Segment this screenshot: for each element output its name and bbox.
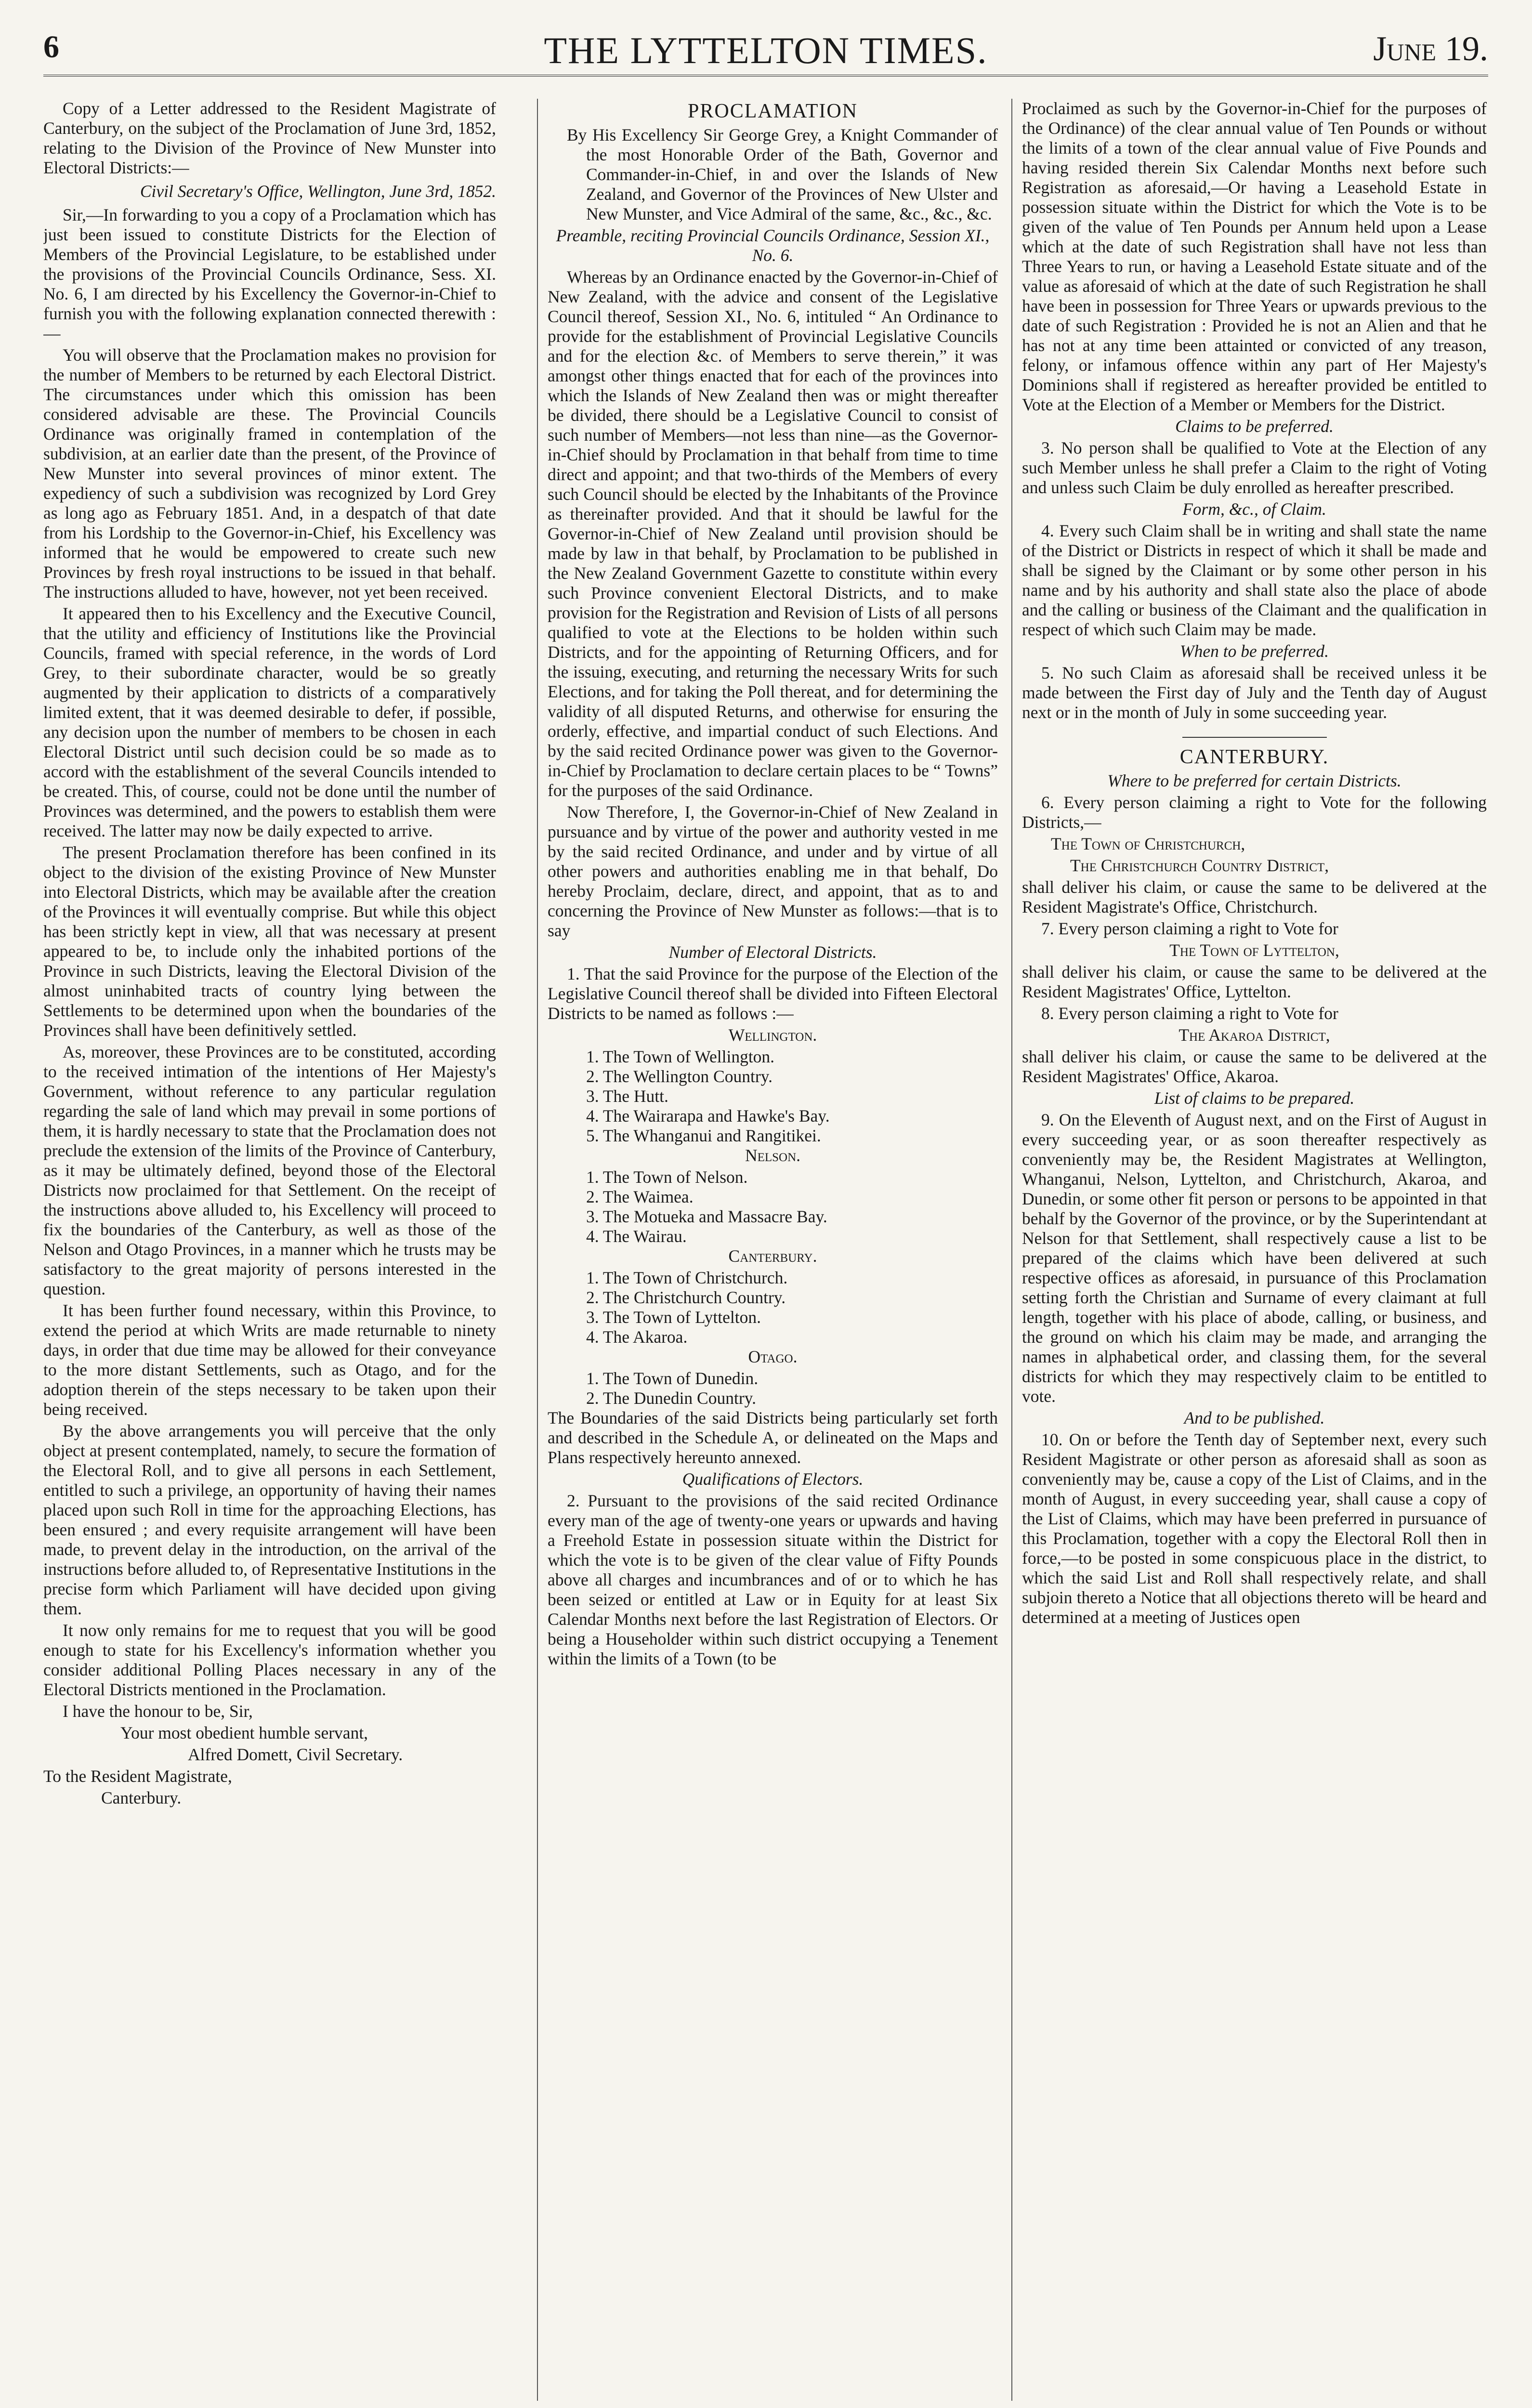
district-item: 3. The Town of Lyttelton. [586, 1308, 761, 1327]
addressee: To the Resident Magistrate, [43, 1767, 232, 1786]
section-heading: Claims to be preferred. [1175, 417, 1334, 436]
paragraph: As, moreover, these Provinces are to be constituted, according to the received intimation of the intentions of Her Majesty's Government, without reference to any particular regulation regarding the sale of land which may prevail in some portions of them, it is hardly necessary to state that the Proclamation does not preclude the extension of the limits of the Province of Canterbury, as it may be ultimately defined, beyond those of the Electoral Districts now proclaimed for that Settlement. On the receipt of the instructions above alluded to, his Excellency will proceed to fix the boundaries of the Canterbury, as well as those of the Nelson and Otago Provinces, in a manner which he trusts may be satisfactory to the great majority of persons interested in the question. [43, 1042, 496, 1298]
masthead-rule [43, 75, 1488, 79]
district-item: 4. The Wairau. [586, 1227, 687, 1246]
letter-dateline: Civil Secretary's Office, Wellington, June 3rd, 1852. [140, 182, 496, 201]
column-2 [537, 99, 998, 2401]
issue-date: June 19. [1373, 29, 1488, 68]
newspaper-title: THE LYTTELTON TIMES. [544, 29, 988, 71]
proclamation-heading: PROCLAMATION [687, 100, 858, 122]
section-heading: Where to be preferred for certain Districts. [1107, 771, 1401, 790]
paragraph: shall deliver his claim, or cause the same to be delivered at the Resident Magistrates' Office, Akaroa. [1022, 1047, 1487, 1086]
paragraph: 10. On or before the Tenth day of September next, every such Resident Magistrate or other person as aforesaid shall as soon as conveniently may be, cause a copy of the List of Claims, and in the month of August, in every succeeding year, shall cause a copy of the List of Claims, which may have been preferred in pursuance of this Proclamation, together with a copy the Electoral Roll then in force,—to be posted in some conspicuous place in the district, to which the said List and Roll shall respectively relate, and shall subjoin thereto a Notice that all objections thereto will be heard and determined at a meeting of Justices open [1022, 1430, 1487, 1627]
section-heading: Qualifications of Electors. [682, 1469, 864, 1489]
district-item: 1. The Town of Wellington. [586, 1047, 775, 1066]
paragraph: Now Therefore, I, the Governor-in-Chief of New Zealand in pursuance and by virtue of the power and authority vested in me by the said recited Ordinance, and under and by virtue of all other powers and authorities enabling me in that behalf, Do hereby Proclaim, declare, direct, and appoint, that as to and concerning the Province of New Munster as follows:—that is to say [548, 802, 998, 940]
proclamation-by: By His Excellency Sir George Grey, a Knight Commander of the most Honorable Order of the Bath, Governor and Commander-in-Chief, in and over the Islands of New Zealand, and Governor of the Provinces of New Ulster and New Munster, and Vice Admiral of the same, &c., &c., &c. [567, 125, 998, 223]
paragraph: 3. No person shall be qualified to Vote at the Election of any such Member unless he shall prefer a Claim to the right of Voting and unless such Claim be duly enrolled as hereafter prescribed. [1022, 438, 1487, 497]
district-item: 4. The Wairarapa and Hawke's Bay. [586, 1106, 830, 1125]
letter-intro: Copy of a Letter addressed to the Resident Magistrate of Canterbury, on the subject of the Proclamation of June 3rd, 1852, relating to the Division of the Province of New Munster into Electoral Districts:— [43, 99, 496, 177]
paragraph: Whereas by an Ordinance enacted by the Governor-in-Chief of New Zealand, with the advice and consent of the Legislative Council thereof, Session XI., No. 6, intituled “ An Ordinance to provide for the establishment of Provincial Legislative Councils and for the election &c. of Members to serve therein,” it was amongst other things enacted that for each of the provinces into which the Islands of New Zealand then was or might thereafter be divided, there should be a Legislative Council to consist of such number of Members—not less than nine—as the Governor-in-Chief should by Proclamation in that behalf from time to time direct and appoint; and that two-thirds of the Members of every such Council should be elected by the Inhabitants of the Province as thereinafter provided. And that it should be lawful for the Governor-in-Chief of New Zealand until provision should be made by law in that behalf, by Proclamation to be published in the New Zealand Government Gazette to constitute within every such Province convenient Electoral Districts, and to make provision for the Registration and Revision of Lists of all persons qualified to vote at the Elections to be holden within such Districts, and for the appointing of Returning Officers, and for the issuing, executing, and returning the necessary Writs for such Elections, and for taking the Poll thereat, and for determining the validity of all disputed Returns, and otherwise for ensuring the orderly, effective, and impartial conduct of such Elections. And by the said recited Ordinance power was given to the Governor-in-Chief by Proclamation to declare certain places to be “ Towns” for the purposes of the said Ordinance. [548, 267, 998, 800]
section-heading: Form, &c., of Claim. [1182, 499, 1326, 519]
paragraph: You will observe that the Proclamation makes no provision for the number of Members to be returned by each Electoral District. The circumstances under which this omission has been considered advisable are these. The Provincial Councils Ordinance was originally framed in contemplation of the subdivision, at an earlier date than the present, of the Province of New Munster into several provinces of minor extent. The expediency of such a subdivision was recognized by Lord Grey as long ago as February 1851. And, in a despatch of that date from his Lordship to the Governor-in-Chief, his Excellency was informed that he would be empowered to create such new Provinces by fresh royal instructions to be issued in that behalf. The instructions alluded to have, however, not yet been received. [43, 345, 496, 602]
district-item: 3. The Hutt. [586, 1086, 668, 1106]
signoff-line: Your most obedient humble servant, [120, 1723, 368, 1742]
paragraph: shall deliver his claim, or cause the same to be delivered at the Resident Magistrates' Office, Lyttelton. [1022, 962, 1487, 1001]
district-item: 3. The Motueka and Massacre Bay. [586, 1207, 827, 1226]
paragraph: By the above arrangements you will perceive that the only object at present contemplated, namely, to secure the formation of the Electoral Roll, and to give all persons in each Settlement, entitled to such a privilege, an opportunity of having their names placed upon such Roll in time for the approaching Elections, has been ensured ; and every requisite arrangement will have been made, to prevent delay in the introduction, on the arrival of the instructions before alluded to, of Representative Institutions in the precise form which Parliament will have decided upon giving them. [43, 1421, 496, 1618]
district-item: 2. The Wellington Country. [586, 1067, 773, 1086]
column-1 [43, 99, 496, 2401]
section-heading: List of claims to be prepared. [1154, 1088, 1355, 1108]
section-divider [1182, 737, 1327, 738]
district-item: 1. The Town of Christchurch. [586, 1268, 788, 1287]
paragraph: 8. Every person claiming a right to Vote for [1041, 1004, 1338, 1023]
district-item: 4. The Akaroa. [586, 1327, 688, 1347]
paragraph: 4. Every such Claim shall be in writing and shall state the name of the District or Districts in respect of which it shall be made and shall be signed by the Claimant or by some other person in his name and by his authority and shall state also the place of abode and the calling or business of the Claimant and the qualification in respect of which such Claim may be made. [1022, 521, 1487, 639]
district-item: 1. The Town of Nelson. [586, 1167, 748, 1187]
paragraph: 7. Every person claiming a right to Vote for [1041, 919, 1338, 938]
paragraph: 9. On the Eleventh of August next, and on the First of August in every succeeding year, or as soon thereafter respectively as conveniently may be, the Resident Magistrates at Wellington, Whanganui, Nelson, Lyttelton, and Christchurch, Akaroa, and Dunedin, or some other fit person or persons to be appointed in that behalf by the Governor of the province, or by the Superintendant at Nelson for that Settlement, shall respectively cause a list to be prepared of the claims which have been delivered at such respective offices as aforesaid, in pursuance of this Proclamation setting forth the Christian and Surname of every claimant at full length, together with his place of abode, calling, or business, and the ground on which his claim may be made, and arranging the names in alphabetical order, and classing them, for the several districts for which they may respectively claim to be entitled to vote. [1022, 1110, 1487, 1406]
column-3 [1011, 99, 1487, 2401]
district-group-heading: Wellington. [728, 1025, 817, 1045]
paragraph: It appeared then to his Excellency and the Executive Council, that the utility and efficiency of Institutions like the Provincial Councils, framed with special reference, in the words of Lord Grey, to their subordinate character, would be so greatly augmented by their application to districts of a comparatively limited extent, that it was deemed desirable to defer, if possible, any decision upon the number of members to be chosen in each Electoral District until such decision could be so made as to accord with the establishment of the several Councils intended to be created. This, of course, could not be done until the number of Provinces was determined, and the powers to establish them were received. The latter may now be daily expected to arrive. [43, 604, 496, 840]
paragraph: The Boundaries of the said Districts being particularly set forth and described in the Schedule A, or delineated on the Maps and Plans respectively hereunto annexed. [548, 1408, 998, 1467]
paragraph: Proclaimed as such by the Governor-in-Chief for the purposes of the Ordinance) of the clear annual value of Ten Pounds or without the limits of a town of the clear annual value of Five Pounds and having resided therein Six Calendar Months next before such Registration as aforesaid,—Or having a Leasehold Estate in possession situate within the District for which the Vote is to be given of the value of Ten Pounds per Annum held upon a Lease which at the date of such Registration shall have not less than Three Years to run, or having a Leasehold Estate situate and of the value as aforesaid of which at the date of such Registration he shall have been in possession for Three Years or upwards previous to the date of such Registration : Provided he is not an Alien and that he has not at any time been attainted or convicted of any treason, felony, or infamous offence within any part of Her Majesty's Dominions shall if registered as hereafter provided be entitled to Vote at the Election of a Member or Members for the District. [1022, 99, 1487, 414]
section-heading: When to be preferred. [1180, 641, 1329, 661]
district-name: The Town of Lyttelton, [1169, 941, 1339, 960]
addressee: Canterbury. [101, 1788, 182, 1807]
district-name: The Town of Christchurch, [1051, 834, 1245, 853]
district-name: The Akaroa District, [1178, 1025, 1330, 1045]
paragraph: The present Proclamation therefore has been confined in its object to the division of the existing Province of New Munster into Electoral Districts, which may be available after the creation of the Provinces it will eventually comprise. But while this object has been strictly kept in view, all that was necessary at present appeared to be, to include only the inhabited portions of the Province in such Districts, leaving the Electoral Division of the almost uninhabited tracts of country lying between the Settlements to be determined upon when the boundaries of the Provinces shall have been definitively settled. [43, 843, 496, 1040]
signoff-line: I have the honour to be, Sir, [63, 1701, 253, 1721]
signature: Alfred Domett, Civil Secretary. [188, 1745, 403, 1764]
canterbury-heading: CANTERBURY. [1179, 746, 1329, 768]
district-item: 2. The Waimea. [586, 1187, 694, 1206]
paragraph: Sir,—In forwarding to you a copy of a Proclamation which has just been issued to constitute Districts for the Election of Members of the Provincial Legislature, to be established under the provisions of the Provincial Councils Ordinance, Sess. XI. No. 6, I am directed by his Excellency the Governor-in-Chief to furnish you with the following explanation connected therewith :— [43, 205, 496, 343]
masthead [43, 29, 1488, 72]
district-item: 1. The Town of Dunedin. [586, 1369, 759, 1388]
section-heading: Number of Electoral Districts. [668, 942, 877, 962]
paragraph: It has been further found necessary, within this Province, to extend the period at which Writs are made returnable to ninety days, in order that due time may be allowed for their conveyance to the more distant Settlements, such as Otago, and for the adoption therein of the steps necessary to be taken upon their being received. [43, 1301, 496, 1419]
district-name: The Christchurch Country District, [1070, 856, 1329, 875]
district-item: 5. The Whanganui and Rangitikei. [586, 1126, 821, 1145]
district-item: 2. The Dunedin Country. [586, 1388, 756, 1408]
page-number: 6 [43, 29, 59, 65]
section-heading: And to be published. [1184, 1408, 1325, 1427]
district-item: 2. The Christchurch Country. [586, 1288, 786, 1307]
section-heading: Preamble, reciting Provincial Councils Ordinance, Session XI., No. 6. [556, 226, 990, 265]
district-group-heading: Canterbury. [728, 1246, 817, 1266]
paragraph: It now only remains for me to request that you will be good enough to state for his Excellency's information whether you consider additional Polling Places necessary in any of the Electoral Districts mentioned in the Proclamation. [43, 1621, 496, 1699]
paragraph: 6. Every person claiming a right to Vote for the following Districts,— [1022, 793, 1487, 832]
paragraph: 1. That the said Province for the purpose of the Election of the Legislative Council thereof shall be divided into Fifteen Electoral Districts to be named as follows :— [548, 964, 998, 1023]
district-group-heading: Otago. [748, 1347, 798, 1366]
paragraph: 2. Pursuant to the provisions of the said recited Ordinance every man of the age of twenty-one years or upwards and having a Freehold Estate in possession situate within the District for which the vote is to be given of the clear value of Fifty Pounds above all charges and incumbrances and of or to which he has been seized or entitled at Law or in Equity for at least Six Calendar Months next before the last Registration of Electors. Or being a Householder within such district occupying a Tenement within the limits of a Town (to be [548, 1491, 998, 1668]
district-group-heading: Nelson. [745, 1146, 801, 1165]
paragraph: 5. No such Claim as aforesaid shall be received unless it be made between the First day of July and the Tenth day of August next or in the month of July in some succeeding year. [1022, 663, 1487, 722]
paragraph: shall deliver his claim, or cause the same to be delivered at the Resident Magistrate's Office, Christchurch. [1022, 877, 1487, 916]
